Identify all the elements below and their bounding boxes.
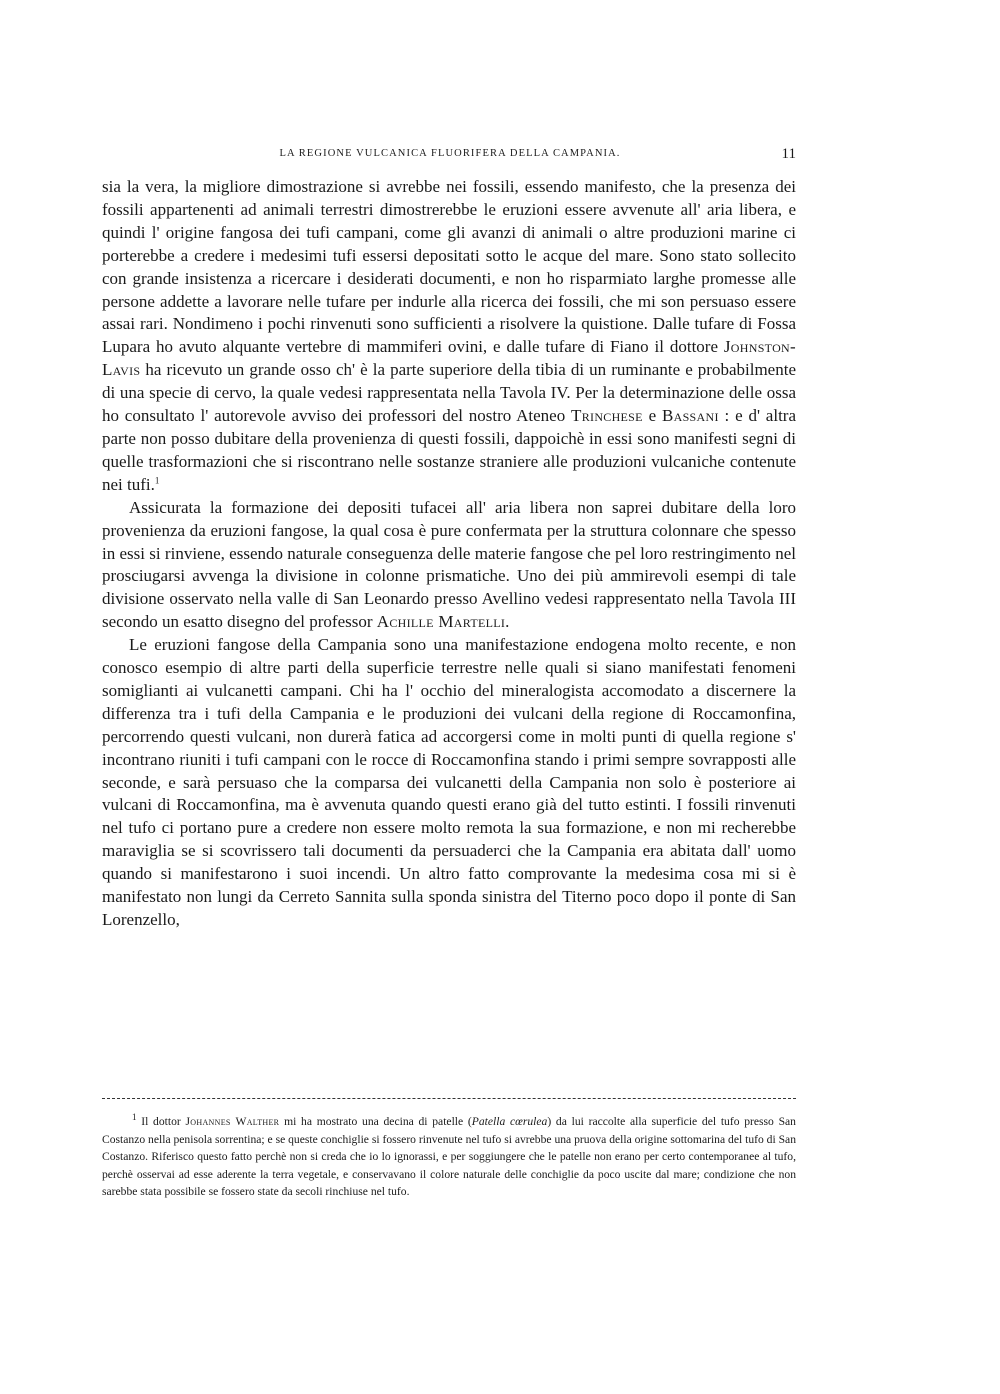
author-name-trinchese: Trinchese bbox=[571, 406, 643, 426]
species-name: Patella cœrulea bbox=[471, 1115, 548, 1128]
paragraph-3-text: Le eruzioni fangose della Campania sono una manifestazione endogena molto recente, e non conosco esempio di altre parti della superficie terrestre nelle quali si siano manifestati fenomeni somiglianti ai vulcanetti campani. Chi ha l' occhio del mineralogista accomodato a discernere la differenza tra i tufi della Campania e le produzioni dei vulcani della regione di Roccamonfina, percorrendo questi vulcani, non durerà fatica ad accorgersi come in molti punti di quella regione s' incontrano riuniti i tufi campani con le rocce di Roccamonfina stando i primi sempre sovrapposti alle seconde, e sarà persuaso che la comparsa dei vulcanetti della Campania non solo è posteriore ai vulcani di Roccamonfina, ma è avvenuta quando questi erano già del tutto estinti. I fossili rinvenuti nel tufo ci portano pure a credere non essere molto remota la sua formazione, e non mi recherebbe maraviglia se si scovrissero tali documenti da persuaderci che la Campania era abitata dall' uomo quando si manifestarono i suoi incendi. Un altro fatto comprovante la medesima cosa mi si è manifestato non lungi da Cerreto Sannita sulla sponda sinistra del Titerno poco dopo il ponte di San Lorenzello, bbox=[102, 635, 796, 929]
author-name-johannes-walther: Johannes Walther bbox=[185, 1115, 280, 1128]
footnote-text-c: ) da lui raccolte alla superficie del tufo presso San Costanzo nella penisola sorrentina; e se queste conchiglie si fossero rinvenute nel tufo si avrebbe una pruova della origine sottomarina del tufo di San Costanzo. Riferisco questo fatto perchè non si creda che io lo ignorassi, e per soggiungere che le patelle non erano per certo contemporanee al tufo, perchè osservai ad esse aderente la terra vegetale, e conservavano il colore naturale delle conchiglie da poco uscite dal mare; condizione che non sarebbe stata possibile se fossero state da secoli rinchiuse nel tufo. bbox=[102, 1115, 796, 1199]
running-title: LA REGIONE VULCANICA FLUORIFERA DELLA CAMPANIA. bbox=[279, 148, 621, 159]
paragraph-1 bbox=[102, 176, 796, 497]
paragraph-3 bbox=[102, 634, 796, 932]
footnote-reference: 1 bbox=[154, 475, 160, 486]
paragraph-2 bbox=[102, 497, 796, 634]
footnote-text-a: Il dottor bbox=[136, 1115, 186, 1128]
body-text bbox=[102, 176, 796, 932]
author-name-bassani: Bassani bbox=[661, 406, 719, 426]
paragraph-2-text-a: Assicurata la formazione dei depositi tufacei all' aria libera non saprei dubitare della loro provenienza da eruzioni fangose, la qual cosa è pure confermata per la struttura colonnare che spesso in essi si rinviene, essendo naturale conseguenza delle materie fangose che pel loro restringimento nel prosciugarsi avvenga la divisione in colonne prismatiche. Uno dei più ammirevoli esempi di tale divisione osservato nella valle di San Leonardo presso Avellino vedesi rappresentato nella Tavola III secondo un esatto disegno del professor bbox=[102, 497, 796, 632]
paragraph-1-text-a: sia la vera, la migliore dimostrazione si avrebbe nei fossili, essendo manifesto, che la presenza dei fossili appartenenti ad animali terrestri dimostrerebbe le eruzioni essere avvenute all' aria libera, e quindi l' origine fangosa dei tufi campani, come gli avanzi di animali o altre produzioni marine ci porterebbe a credere i medesimi tufi essersi depositati sotto le acque del mare. Sono stato sollecito con grande insistenza a ricercare i desiderati documenti, e non ho risparmiato larghe promesse alle persone addette a lavorare nelle tufare per indurle alla ricerca dei fossili, che mi son persuaso essere assai rari. Nondimeno i pochi rinvenuti sono sufficienti a risolvere la quistione. Dalle tufare di Fossa Lupara ho avuto alquante vertebre di mammiferi ovini, e dalle tufare di Fiano il dottore bbox=[102, 177, 796, 357]
paragraph-1-text-d: : e d' altra parte non posso dubitare della provenienza di questi fossili, dappoichè in essi sono manifesti segni di quelle trasformazioni che si riscontrano nelle sostanze straniere alle produzioni vulcaniche contenute nei tufi. bbox=[102, 406, 797, 494]
footnote-separator bbox=[102, 1098, 796, 1099]
author-name-achille-martelli: Achille Martelli bbox=[376, 612, 506, 632]
footnote bbox=[102, 1113, 796, 1201]
paragraph-1-text-c: e bbox=[642, 406, 662, 426]
footnote-mark: 1 bbox=[132, 1112, 137, 1123]
author-name-johnston-lavis: Johnston-Lavis bbox=[102, 337, 796, 380]
paragraph-1-text-b: ha ricevuto un grande osso ch' è la parte superiore della tibia di un ruminante e probabilmente di una specie di cervo, la quale vedesi rappresentata nella Tavola IV. Per la determinazione delle ossa ho consultato l' autorevole avviso dei professori del nostro Ateneo bbox=[102, 360, 796, 426]
paragraph-2-text-b: . bbox=[505, 612, 510, 632]
page-number: 11 bbox=[781, 146, 796, 162]
footnote-text-b: mi ha mostrato una decina di patelle ( bbox=[279, 1115, 472, 1128]
